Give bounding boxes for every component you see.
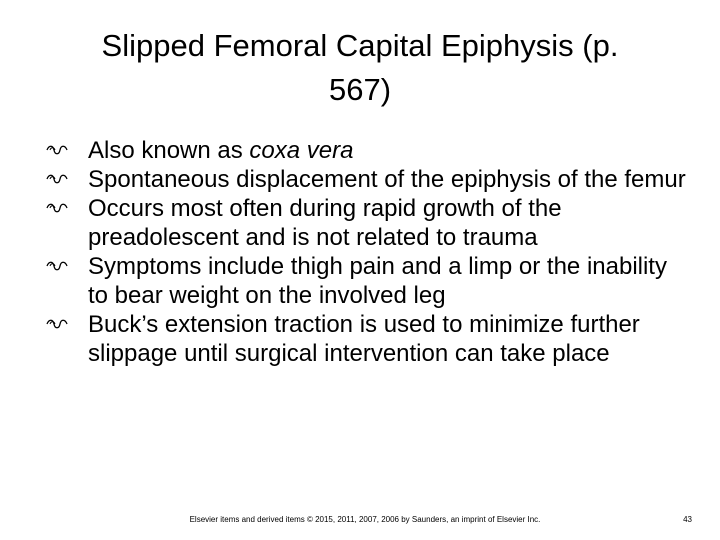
swirl-bullet-icon bbox=[46, 173, 68, 185]
bullet-item bbox=[88, 194, 688, 252]
bullet-emphasis-text: coxa vera bbox=[249, 137, 354, 164]
swirl-bullet-icon bbox=[46, 202, 68, 214]
bullet-item bbox=[88, 310, 688, 368]
bullet-text: Buck’s extension traction is used to minimize further slippage until surgical intervention can take place bbox=[88, 311, 640, 367]
copyright-footer: Elsevier items and derived items © 2015, 2011, 2007, 2006 by Saunders, an imprint of Elsevier Inc. bbox=[189, 515, 541, 524]
swirl-bullet-icon bbox=[46, 318, 68, 330]
bullet-text: Spontaneous displacement of the epiphysis of the femur bbox=[88, 166, 686, 193]
slide-title-line-2: 567) bbox=[328, 72, 392, 107]
bullet-text: Also known as bbox=[88, 137, 250, 164]
slide-title-line-1: Slipped Femoral Capital Epiphysis (p. bbox=[101, 28, 619, 63]
page-number: 43 bbox=[683, 515, 692, 524]
slide-title bbox=[40, 24, 680, 112]
bullet-item bbox=[88, 136, 688, 165]
bullet-text: Occurs most often during rapid growth of the preadolescent and is not related to trauma bbox=[88, 195, 562, 251]
bullet-list bbox=[88, 136, 688, 368]
bullet-text: Symptoms include thigh pain and a limp or the inability to bear weight on the involved leg bbox=[88, 253, 667, 309]
bullet-item bbox=[88, 252, 688, 310]
bullet-item bbox=[88, 165, 688, 194]
swirl-bullet-icon bbox=[46, 260, 68, 272]
swirl-bullet-icon bbox=[46, 144, 68, 156]
